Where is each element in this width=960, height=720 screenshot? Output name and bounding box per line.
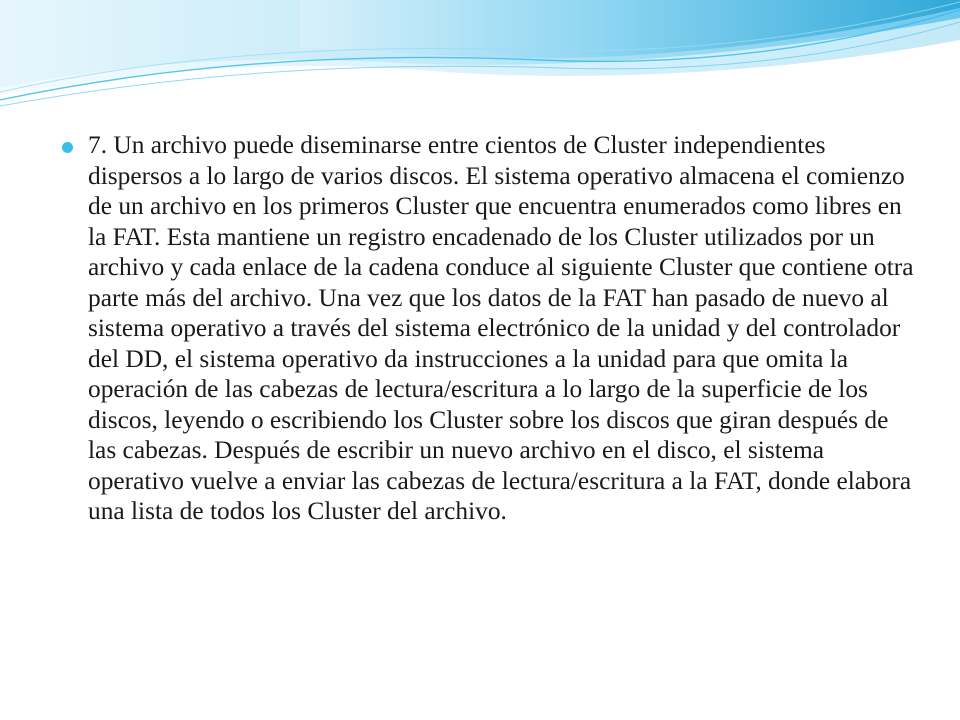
bullet-dot-icon	[62, 142, 73, 153]
bullet-item	[62, 130, 922, 527]
bullet-text: 7. Un archivo puede diseminarse entre cientos de Cluster independientes dispersos a lo largo de varios discos. El sistema operativo almacena el comienzo de un archivo en los primeros Cluster que encuentra enumerados como libres en la FAT. Esta mantiene un registro encadenado de los Cluster utilizados por un archivo y cada enlace de la cadena conduce al siguiente Cluster que contiene otra parte más del archivo. Una vez que los datos de la FAT han pasado de nuevo al sistema operativo a través del sistema electrónico de la unidad y del controlador del DD, el sistema operativo da instrucciones a la unidad para que omita la operación de las cabezas de lectura/escritura a lo largo de la superficie de los discos, leyendo o escribiendo los Cluster sobre los discos que giran después de las cabezas. Después de escribir un nuevo archivo en el disco, el sistema operativo vuelve a enviar las cabezas de lectura/escritura a la FAT, donde elabora una lista de todos los Cluster del archivo.	[88, 131, 914, 525]
header-wave-decoration	[0, 0, 960, 115]
slide-content	[62, 130, 922, 527]
